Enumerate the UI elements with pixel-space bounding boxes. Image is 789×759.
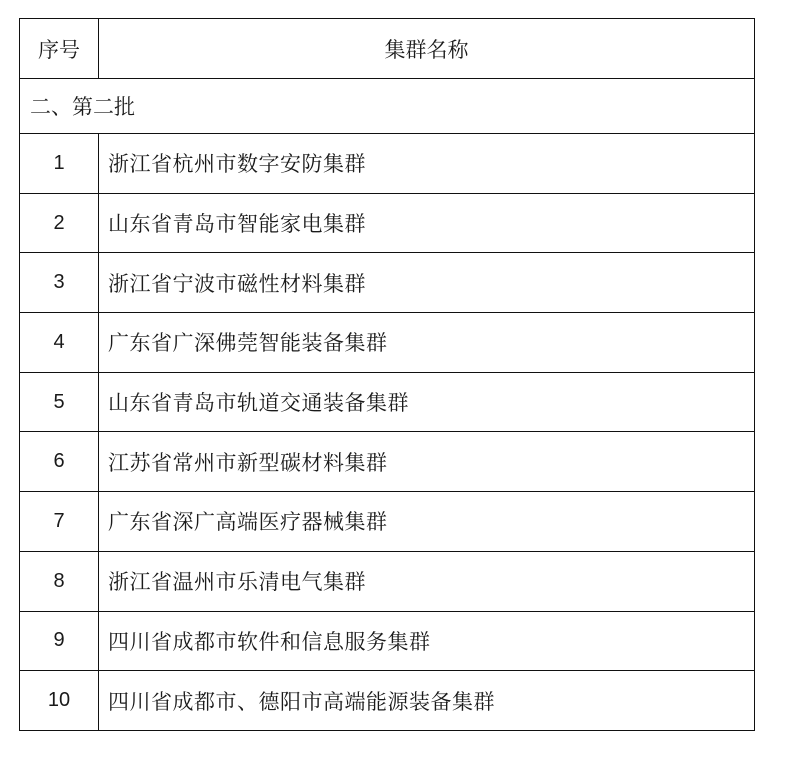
section-row <box>20 79 755 134</box>
row-cluster-name: 广东省广深佛莞智能装备集群 <box>99 313 755 373</box>
row-index: 10 <box>20 671 99 731</box>
row-index: 3 <box>20 253 99 313</box>
table-row <box>20 372 755 432</box>
row-cluster-name: 山东省青岛市轨道交通装备集群 <box>99 372 755 432</box>
table-row <box>20 432 755 492</box>
header-index: 序号 <box>20 19 99 79</box>
row-cluster-name: 四川省成都市、德阳市高端能源装备集群 <box>99 671 755 731</box>
section-label: 二、第二批 <box>20 79 755 134</box>
row-index: 1 <box>20 134 99 194</box>
row-index: 2 <box>20 193 99 253</box>
table-row <box>20 313 755 373</box>
header-cluster-name: 集群名称 <box>99 19 755 79</box>
row-cluster-name: 浙江省杭州市数字安防集群 <box>99 134 755 194</box>
table-row <box>20 671 755 731</box>
table-row <box>20 193 755 253</box>
table-row <box>20 253 755 313</box>
row-index: 6 <box>20 432 99 492</box>
table-row <box>20 611 755 671</box>
cluster-table <box>19 18 755 731</box>
row-cluster-name: 山东省青岛市智能家电集群 <box>99 193 755 253</box>
table-row <box>20 492 755 552</box>
row-cluster-name: 广东省深广高端医疗器械集群 <box>99 492 755 552</box>
row-cluster-name: 浙江省温州市乐清电气集群 <box>99 551 755 611</box>
table-row <box>20 134 755 194</box>
row-index: 8 <box>20 551 99 611</box>
row-cluster-name: 江苏省常州市新型碳材料集群 <box>99 432 755 492</box>
row-cluster-name: 四川省成都市软件和信息服务集群 <box>99 611 755 671</box>
table-row <box>20 551 755 611</box>
row-index: 5 <box>20 372 99 432</box>
row-index: 4 <box>20 313 99 373</box>
row-index: 9 <box>20 611 99 671</box>
table-header-row <box>20 19 755 79</box>
row-cluster-name: 浙江省宁波市磁性材料集群 <box>99 253 755 313</box>
row-index: 7 <box>20 492 99 552</box>
